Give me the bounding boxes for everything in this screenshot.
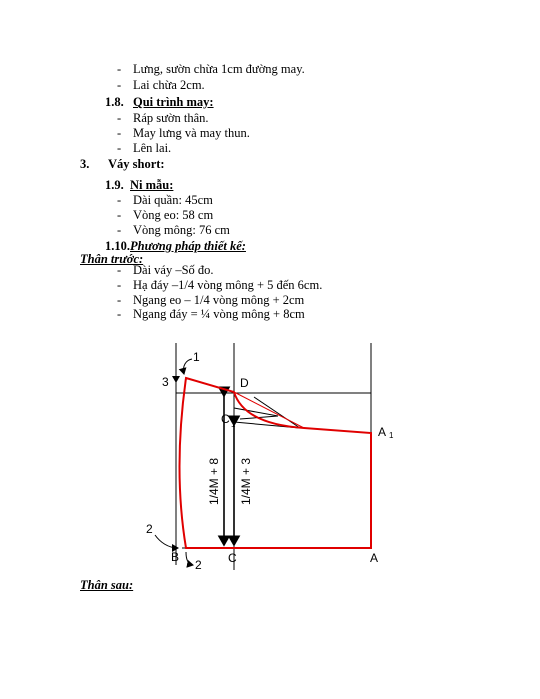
subsection-title: Thân trước:	[80, 252, 144, 266]
section-title: Váy short:	[108, 157, 165, 171]
label-1: 1	[193, 350, 200, 364]
list-item: Dài quần: 45cm	[133, 193, 213, 207]
bullet-dash: -	[117, 78, 122, 92]
section-number: 1.10.	[105, 239, 130, 253]
arrow-2-bottom	[186, 552, 193, 565]
arrow-1	[183, 359, 192, 374]
label-c: C	[228, 551, 237, 565]
label-c1: C	[221, 412, 230, 426]
list-item: Ráp sườn thân.	[133, 111, 209, 125]
label-d: D	[240, 376, 249, 390]
label-2-bottom: 2	[195, 558, 202, 572]
section-title: Ni mẫu:	[130, 178, 174, 192]
label-c1-sub: 1	[231, 420, 236, 429]
bullet-dash: -	[117, 263, 122, 277]
bullet-dash: -	[117, 62, 122, 76]
bullet-dash: -	[117, 141, 122, 155]
section-number: 1.9.	[105, 178, 124, 192]
list-item: May lưng và may thun.	[133, 126, 250, 140]
label-dim-1: 1/4M + 8	[207, 457, 221, 505]
bullet-dash: -	[117, 208, 122, 222]
bullet-dash: -	[117, 293, 122, 307]
subsection-title: Thân sau:	[80, 578, 134, 592]
label-a1: A	[378, 425, 387, 439]
section-title: Phương pháp thiết kế:	[130, 239, 246, 253]
bullet-dash: -	[117, 278, 122, 292]
list-item: Vòng mông: 76 cm	[133, 223, 230, 237]
label-2-left: 2	[146, 522, 153, 536]
list-item: Ngang eo – 1/4 vòng mông + 2cm	[133, 293, 305, 307]
list-item: Lưng, sườn chừa 1cm đường may.	[133, 62, 305, 76]
section-number: 3.	[80, 157, 90, 171]
list-item: Dài váy –Số đo.	[133, 263, 214, 277]
label-dim-2: 1/4M + 3	[239, 457, 253, 505]
bullet-dash: -	[117, 126, 122, 140]
label-a: A	[370, 551, 379, 565]
label-3: 3	[162, 375, 169, 389]
list-item: Vòng eo: 58 cm	[133, 208, 214, 222]
bullet-dash: -	[117, 307, 122, 321]
list-item: Ngang đáy = ¼ vòng mông + 8cm	[133, 307, 305, 321]
list-item: Hạ đáy –1/4 vòng mông + 5 đến 6cm.	[133, 278, 323, 292]
arrow-2-left	[155, 535, 178, 548]
list-item: Lên lai.	[133, 141, 172, 155]
section-number: 1.8.	[105, 95, 124, 109]
list-item: Lai chừa 2cm.	[133, 78, 205, 92]
bullet-dash: -	[117, 223, 122, 237]
label-b: B	[171, 550, 180, 564]
bullet-dash: -	[117, 193, 122, 207]
label-a1-sub: 1	[389, 431, 394, 440]
bullet-dash: -	[117, 111, 122, 125]
section-title: Qui trình may:	[133, 95, 214, 109]
